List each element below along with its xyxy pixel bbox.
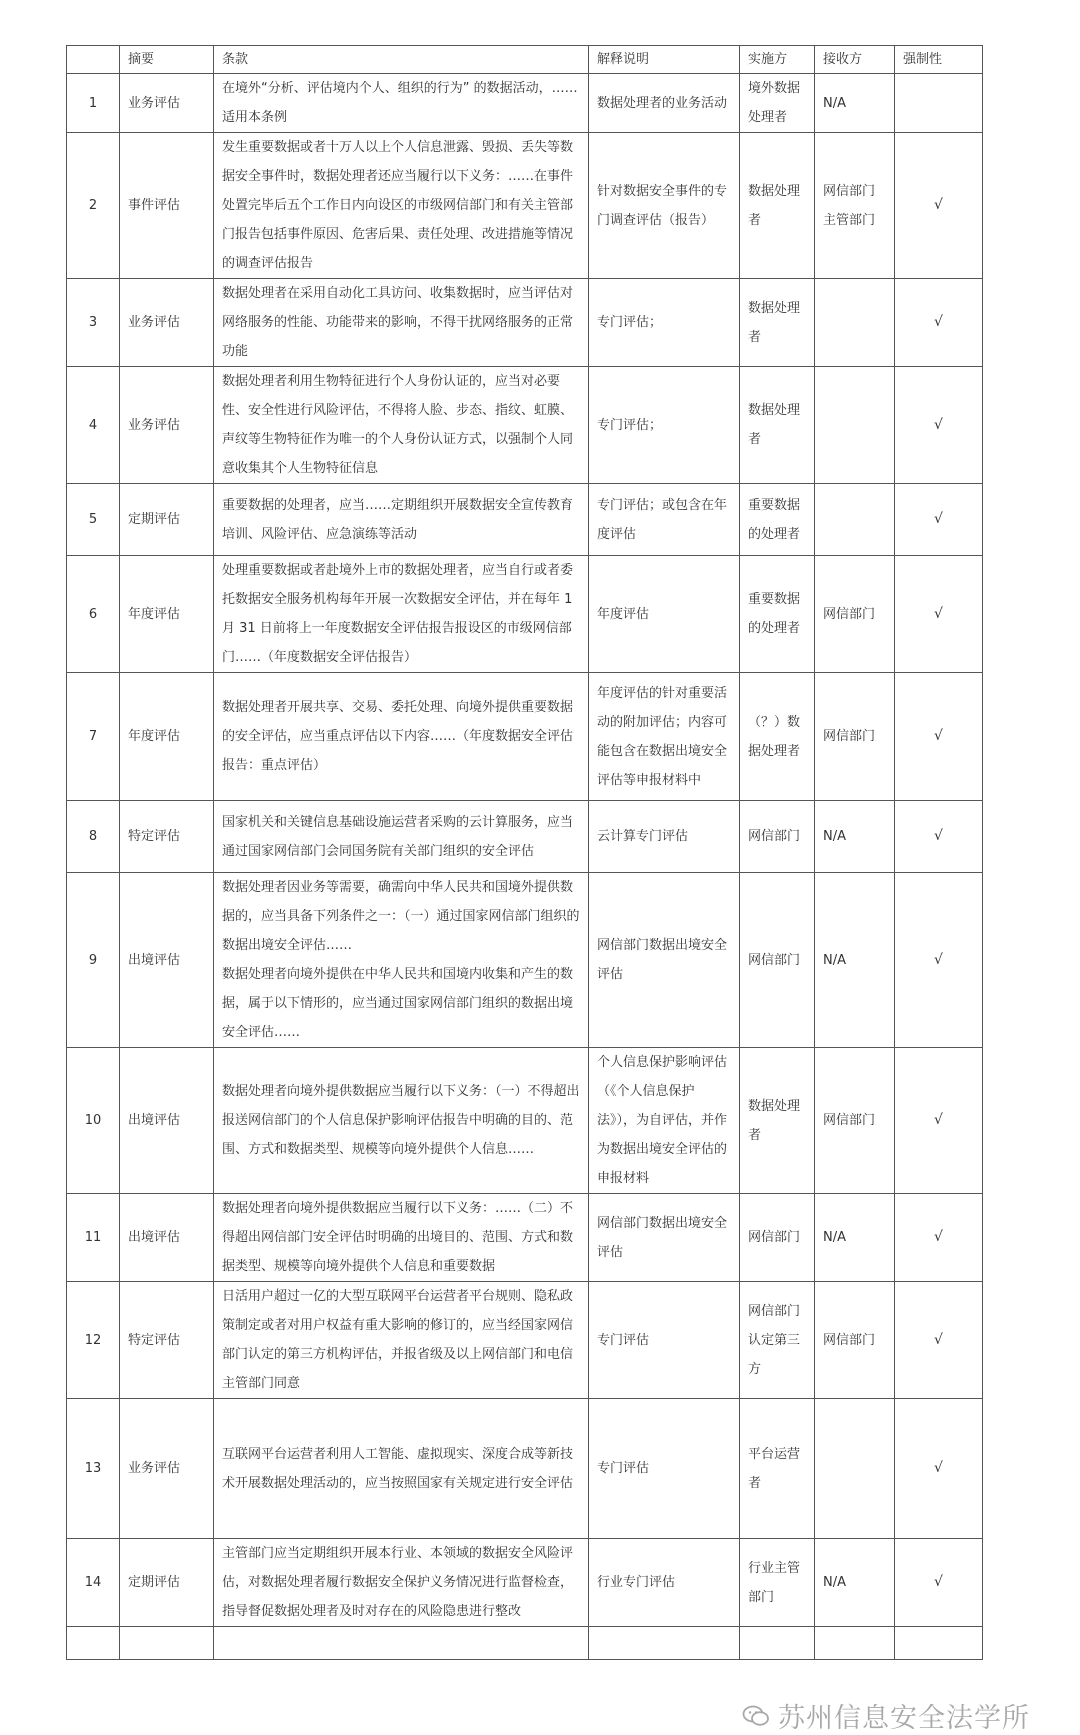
- explanation-cell: 专门评估；: [589, 279, 740, 367]
- header-row: [67, 46, 983, 74]
- row-number: 8: [67, 801, 120, 873]
- mandatory-cell: √: [895, 673, 983, 801]
- clause-cell: 重要数据的处理者，应当……定期组织开展数据安全宣传教育培训、风险评估、应急演练等活动: [214, 484, 589, 556]
- receiver-cell: N/A: [815, 801, 895, 873]
- explanation-cell: 专门评估: [589, 1282, 740, 1399]
- mandatory-cell: √: [895, 367, 983, 484]
- explanation-cell: 针对数据安全事件的专门调查评估（报告）: [589, 133, 740, 279]
- table-row: [67, 673, 983, 801]
- explanation-cell: 个人信息保护影响评估（《个人信息保护法》），为自评估，并作为数据出境安全评估的申报材料: [589, 1048, 740, 1194]
- header-cell-explanation: 解释说明: [589, 46, 740, 74]
- receiver-cell: N/A: [815, 873, 895, 1048]
- summary-cell: 出境评估: [120, 1194, 214, 1282]
- clause-cell: 数据处理者向境外提供数据应当履行以下义务：（一）不得超出报送网信部门的个人信息保护影响评估报告中明确的目的、范围、方式和数据类型、规模等向境外提供个人信息……: [214, 1048, 589, 1194]
- implementer-cell: 重要数据的处理者: [740, 484, 815, 556]
- summary-cell: 年度评估: [120, 556, 214, 673]
- implementer-cell: 重要数据的处理者: [740, 556, 815, 673]
- implementer-cell: （？）数据处理者: [740, 673, 815, 801]
- receiver-cell: N/A: [815, 1194, 895, 1282]
- table-row: [67, 1539, 983, 1627]
- table-row: [67, 1399, 983, 1539]
- receiver-cell: 网信部门: [815, 673, 895, 801]
- implementer-cell: 行业主管部门: [740, 1539, 815, 1627]
- explanation-cell: 专门评估；: [589, 367, 740, 484]
- implementer-cell: 平台运营者: [740, 1399, 815, 1539]
- receiver-cell: [815, 484, 895, 556]
- implementer-cell: 数据处理者: [740, 279, 815, 367]
- clause-cell: 主管部门应当定期组织开展本行业、本领域的数据安全风险评估，对数据处理者履行数据安全保护义务情况进行监督检查，指导督促数据处理者及时对存在的风险隐患进行整改: [214, 1539, 589, 1627]
- mandatory-cell: √: [895, 873, 983, 1048]
- implementer-cell: 数据处理者: [740, 1048, 815, 1194]
- clause-cell: 数据处理者因业务等需要，确需向中华人民共和国境外提供数据的，应当具备下列条件之一：（一）通过国家网信部门组织的数据出境安全评估…… 数据处理者向境外提供在中华人民共和国境内收集和产生的数据，属于以下情形的，应当通过国家网信部门组织的数据出境安全评估……: [214, 873, 589, 1048]
- receiver-cell: N/A: [815, 1539, 895, 1627]
- clause-cell: 互联网平台运营者利用人工智能、虚拟现实、深度合成等新技术开展数据处理活动的，应当按照国家有关规定进行安全评估: [214, 1399, 589, 1539]
- receiver-cell: [815, 367, 895, 484]
- row-number: 2: [67, 133, 120, 279]
- regulation-table: [66, 45, 983, 1660]
- receiver-cell: 网信部门: [815, 1048, 895, 1194]
- receiver-cell: 网信部门: [815, 556, 895, 673]
- row-number: 10: [67, 1048, 120, 1194]
- mandatory-cell: √: [895, 1282, 983, 1399]
- implementer-cell: 数据处理者: [740, 133, 815, 279]
- mandatory-cell: √: [895, 279, 983, 367]
- implementer-cell: 网信部门认定第三方: [740, 1282, 815, 1399]
- table-row: [67, 74, 983, 133]
- table-row: [67, 133, 983, 279]
- table-row: [67, 1282, 983, 1399]
- watermark: [742, 1696, 1030, 1735]
- row-number: 13: [67, 1399, 120, 1539]
- receiver-cell: 网信部门主管部门: [815, 133, 895, 279]
- summary-cell: 事件评估: [120, 133, 214, 279]
- clause-cell: 数据处理者向境外提供数据应当履行以下义务：……（二）不得超出网信部门安全评估时明确的出境目的、范围、方式和数据类型、规模等向境外提供个人信息和重要数据: [214, 1194, 589, 1282]
- receiver-cell: 网信部门: [815, 1282, 895, 1399]
- header-cell-clause: 条款: [214, 46, 589, 74]
- mandatory-cell: √: [895, 1194, 983, 1282]
- watermark-text: 苏州信息安全法学所: [778, 1703, 1030, 1734]
- summary-cell: 业务评估: [120, 367, 214, 484]
- header-cell-receiver: 接收方: [815, 46, 895, 74]
- mandatory-cell: √: [895, 801, 983, 873]
- summary-cell: 业务评估: [120, 279, 214, 367]
- implementer-cell: 网信部门: [740, 801, 815, 873]
- row-number: 7: [67, 673, 120, 801]
- implementer-cell: 数据处理者: [740, 367, 815, 484]
- implementer-cell: 境外数据处理者: [740, 74, 815, 133]
- summary-cell: 特定评估: [120, 801, 214, 873]
- table-row: [67, 873, 983, 1048]
- explanation-cell: 年度评估的针对重要活动的附加评估；内容可能包含在数据出境安全评估等申报材料中: [589, 673, 740, 801]
- table-row: [67, 801, 983, 873]
- header-cell-summary: 摘要: [120, 46, 214, 74]
- summary-cell: 特定评估: [120, 1282, 214, 1399]
- header-cell-no: [67, 46, 120, 74]
- clause-cell: 数据处理者利用生物特征进行个人身份认证的，应当对必要性、安全性进行风险评估，不得将人脸、步态、指纹、虹膜、声纹等生物特征作为唯一的个人身份认证方式，以强制个人同意收集其个人生物特征信息: [214, 367, 589, 484]
- summary-cell: 年度评估: [120, 673, 214, 801]
- explanation-cell: 云计算专门评估: [589, 801, 740, 873]
- mandatory-cell: [895, 74, 983, 133]
- clause-cell: 数据处理者在采用自动化工具访问、收集数据时，应当评估对网络服务的性能、功能带来的影响，不得干扰网络服务的正常功能: [214, 279, 589, 367]
- row-number: 11: [67, 1194, 120, 1282]
- explanation-cell: 专门评估；或包含在年度评估: [589, 484, 740, 556]
- receiver-cell: [815, 1399, 895, 1539]
- mandatory-cell: √: [895, 133, 983, 279]
- receiver-cell: [815, 279, 895, 367]
- empty-row: [67, 1627, 983, 1660]
- mandatory-cell: √: [895, 484, 983, 556]
- clause-cell: 国家机关和关键信息基础设施运营者采购的云计算服务，应当通过国家网信部门会同国务院有关部门组织的安全评估: [214, 801, 589, 873]
- row-number: 14: [67, 1539, 120, 1627]
- row-number: 5: [67, 484, 120, 556]
- explanation-cell: 网信部门数据出境安全评估: [589, 1194, 740, 1282]
- table-row: [67, 484, 983, 556]
- table-row: [67, 1048, 983, 1194]
- row-number: 12: [67, 1282, 120, 1399]
- mandatory-cell: √: [895, 1539, 983, 1627]
- wechat-icon: [742, 1705, 770, 1727]
- table-row: [67, 556, 983, 673]
- header-cell-mandatory: 强制性: [895, 46, 983, 74]
- explanation-cell: 行业专门评估: [589, 1539, 740, 1627]
- summary-cell: 业务评估: [120, 1399, 214, 1539]
- clause-cell: 发生重要数据或者十万人以上个人信息泄露、毁损、丢失等数据安全事件时，数据处理者还应当履行以下义务：……在事件处置完毕后五个工作日内向设区的市级网信部门和有关主管部门报告包括事件原因、危害后果、责任处理、改进措施等情况的调查评估报告: [214, 133, 589, 279]
- row-number: 1: [67, 74, 120, 133]
- summary-cell: 定期评估: [120, 484, 214, 556]
- explanation-cell: 数据处理者的业务活动: [589, 74, 740, 133]
- summary-cell: 定期评估: [120, 1539, 214, 1627]
- summary-cell: 业务评估: [120, 74, 214, 133]
- row-number: 3: [67, 279, 120, 367]
- header-cell-implementer: 实施方: [740, 46, 815, 74]
- row-number: 4: [67, 367, 120, 484]
- explanation-cell: 年度评估: [589, 556, 740, 673]
- clause-cell: 处理重要数据或者赴境外上市的数据处理者，应当自行或者委托数据安全服务机构每年开展一次数据安全评估，并在每年 1 月 31 日前将上一年度数据安全评估报告报设区的市级网信部门……（年度数据安全评估报告）: [214, 556, 589, 673]
- mandatory-cell: √: [895, 1399, 983, 1539]
- implementer-cell: 网信部门: [740, 1194, 815, 1282]
- implementer-cell: 网信部门: [740, 873, 815, 1048]
- clause-cell: 日活用户超过一亿的大型互联网平台运营者平台规则、隐私政策制定或者对用户权益有重大影响的修订的，应当经国家网信部门认定的第三方机构评估，并报省级及以上网信部门和电信主管部门同意: [214, 1282, 589, 1399]
- clause-cell: 数据处理者开展共享、交易、委托处理、向境外提供重要数据的安全评估，应当重点评估以下内容……（年度数据安全评估报告：重点评估）: [214, 673, 589, 801]
- row-number: 9: [67, 873, 120, 1048]
- mandatory-cell: √: [895, 1048, 983, 1194]
- mandatory-cell: √: [895, 556, 983, 673]
- table-row: [67, 367, 983, 484]
- explanation-cell: 网信部门数据出境安全评估: [589, 873, 740, 1048]
- summary-cell: 出境评估: [120, 873, 214, 1048]
- table-row: [67, 1194, 983, 1282]
- row-number: 6: [67, 556, 120, 673]
- explanation-cell: 专门评估: [589, 1399, 740, 1539]
- summary-cell: 出境评估: [120, 1048, 214, 1194]
- receiver-cell: N/A: [815, 74, 895, 133]
- table-row: [67, 279, 983, 367]
- clause-cell: 在境外“分析、评估境内个人、组织的行为” 的数据活动，……适用本条例: [214, 74, 589, 133]
